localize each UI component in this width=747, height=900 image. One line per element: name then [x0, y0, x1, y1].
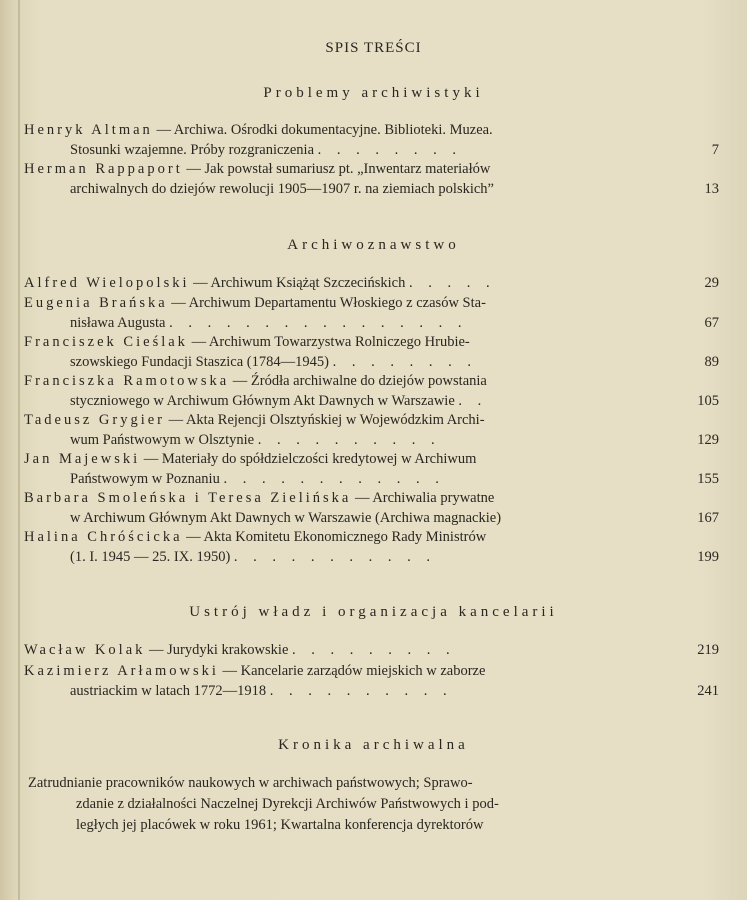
paragraph-line: zdanie z działalności Naczelnej Dyrekcji Archiwów Państwowych i pod- — [76, 796, 499, 812]
entry-author: Halina Chróścicka — [24, 529, 183, 545]
paragraph-line: ległych jej placówek w roku 1961; Kwartalna konferencja dyrektorów — [76, 817, 484, 833]
leader-dots: . . . . . . . . . — [292, 642, 456, 658]
entry-author: Franciszka Ramotowska — [24, 373, 230, 389]
page-number: 105 — [697, 392, 719, 409]
entry-title-line: — Archiwa. Ośrodki dokumentacyjne. Biblioteki. Muzea. — [156, 122, 493, 138]
page-number: 167 — [697, 509, 719, 526]
section-heading: Ustrój władz i organizacja kancelarii — [189, 604, 558, 620]
toc-entry — [24, 294, 719, 333]
toc-entry — [24, 450, 719, 489]
page-number: 129 — [697, 431, 719, 448]
toc-entry — [24, 274, 719, 294]
page-number: 199 — [697, 548, 719, 565]
leader-dots: . . . . . . . . — [317, 141, 463, 158]
page-number: 89 — [704, 353, 719, 370]
leader-dots: . . — [458, 392, 488, 409]
entry-title-line: austriackim w latach 1772—1918 — [70, 682, 267, 699]
entry-author: Alfred Wielopolski — [24, 275, 190, 291]
toc-entry — [24, 333, 719, 372]
leader-dots: . . . . . . . . . . . . . . . . — [169, 314, 468, 331]
toc-entry — [24, 641, 719, 661]
page-number: 13 — [704, 180, 719, 197]
page-number: 29 — [704, 275, 719, 291]
leader-dots: . . . . . . . . . . — [269, 682, 453, 699]
entry-title-line: — Archiwum Towarzystwa Rolniczego Hrubie- — [191, 334, 470, 350]
entry-author: Barbara Smoleńska i Teresa Zielińska — [24, 490, 352, 506]
leader-dots: . . . . . . . . . . . — [233, 548, 437, 565]
entry-title-line: — Kancelarie zarządów miejskich w zaborze — [222, 663, 486, 679]
leader-dots: . . . . . . . . — [332, 353, 477, 370]
kronika-paragraph — [28, 773, 688, 836]
toc-entry — [24, 121, 719, 160]
page-number: 241 — [697, 682, 719, 699]
entry-title-line: (1. I. 1945 — 25. IX. 1950) — [70, 548, 231, 565]
toc-entry — [24, 411, 719, 450]
entry-author: Franciszek Cieślak — [24, 334, 188, 350]
paragraph-line: Zatrudnianie pracowników naukowych w archiwach państwowych; Sprawo- — [28, 775, 473, 791]
entry-title-line: — Jak powstał sumariusz pt. „Inwentarz materiałów — [186, 161, 491, 177]
entry-title-line: Stosunki wzajemne. Próby rozgraniczenia — [70, 141, 315, 158]
toc-entry — [24, 160, 719, 199]
section-heading: Archiwoznawstwo — [287, 237, 460, 253]
section-heading: Problemy archiwistyki — [263, 85, 484, 101]
entry-title-line: archiwalnych do dziejów rewolucji 1905—1907 r. na ziemiach polskich” — [70, 180, 494, 197]
page-number: 219 — [697, 642, 719, 658]
page-number: 67 — [704, 314, 719, 331]
entry-author: Henryk Altman — [24, 122, 153, 138]
leader-dots: . . . . . . . . . . . . — [223, 470, 445, 487]
entry-title-line: — Materiały do spółdzielczości kredytowej w Archiwum — [143, 451, 477, 467]
entry-author: Tadeusz Grygier — [24, 412, 166, 428]
entry-title-line: — Akta Komitetu Ekonomicznego Rady Ministrów — [186, 529, 487, 545]
toc-entry — [24, 372, 719, 411]
section-heading: Kronika archiwalna — [278, 737, 469, 753]
entry-title-line: w Archiwum Głównym Akt Dawnych w Warszawie (Archiwa magnackie) — [70, 509, 502, 526]
entry-title-line: nisława Augusta — [70, 314, 166, 331]
entry-title-line: — Archiwalia prywatne — [355, 490, 495, 506]
entry-title-line: szowskiego Fundacji Staszica (1784—1945) — [70, 353, 329, 370]
entry-title-line: wum Państwowym w Olsztynie — [70, 431, 255, 448]
leader-dots: . . . . . — [408, 275, 496, 291]
entry-title-line: — Archiwum Departamentu Włoskiego z czasów Sta- — [171, 295, 486, 311]
entry-title-line: — Akta Rejencji Olsztyńskiej w Wojewódzkim Archi- — [168, 412, 485, 428]
leader-dots: . . . . . . . . . . — [257, 431, 441, 448]
page-number: 155 — [697, 470, 719, 487]
entry-author: Kazimierz Arłamowski — [24, 663, 219, 679]
toc-entry — [24, 489, 719, 528]
entry-author: Herman Rappaport — [24, 161, 183, 177]
entry-author: Wacław Kolak — [24, 642, 146, 658]
entry-title-line: styczniowego w Archiwum Głównym Akt Dawnych w Warszawie — [70, 392, 455, 409]
entry-author: Jan Majewski — [24, 451, 141, 467]
toc-entry — [24, 528, 719, 567]
entry-title-line: — Archiwum Książąt Szczecińskich — [193, 275, 406, 291]
entry-title-line: — Jurydyki krakowskie — [149, 642, 289, 658]
entry-title-line: — Źródła archiwalne do dziejów powstania — [232, 373, 487, 389]
page-number: 7 — [711, 141, 719, 158]
entry-title-line: Państwowym w Poznaniu — [70, 470, 220, 487]
page-fold — [18, 0, 20, 900]
page-title: SPIS TREŚCI — [325, 40, 422, 56]
entry-author: Eugenia Brańska — [24, 295, 168, 311]
toc-entry — [24, 662, 719, 701]
